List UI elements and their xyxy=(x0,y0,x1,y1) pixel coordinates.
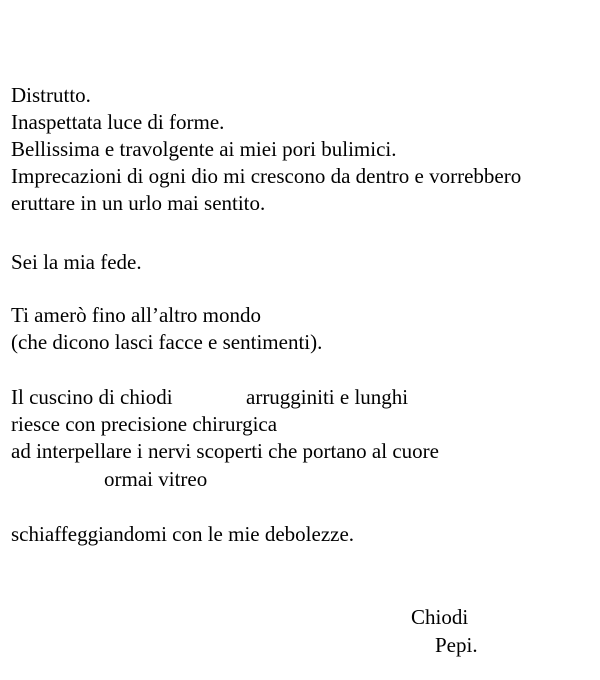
poem-line: Inaspettata luce di forme. xyxy=(11,110,225,134)
poem-line: Ti amerò fino all’altro mondo xyxy=(11,303,262,327)
signature-line: Chiodi xyxy=(411,605,469,629)
poem-line: Imprecazioni di ogni dio mi crescono da dentro e vorrebbero xyxy=(11,164,522,188)
poem-line: (che dicono lasci facce e sentimenti). xyxy=(11,330,323,354)
poem-line: Distrutto. xyxy=(11,83,91,107)
poem-line: ad interpellare i nervi scoperti che portano al cuore xyxy=(11,439,439,463)
poem-line: Bellissima e travolgente ai miei pori bulimici. xyxy=(11,137,397,161)
poem-line: Sei la mia fede. xyxy=(11,250,142,274)
poem-line-split xyxy=(11,384,600,411)
signature-line: Pepi. xyxy=(435,633,478,657)
poem-line-part: Il cuscino di chiodi xyxy=(11,385,173,409)
poem-line: schiaffeggiandomi con le mie debolezze. xyxy=(11,522,355,546)
poem-line: riesce con precisione chirurgica xyxy=(11,412,278,436)
poem-line-part: arrugginiti e lunghi xyxy=(246,385,409,409)
poem-line-indented: ormai vitreo xyxy=(104,467,208,491)
poem-line: eruttare in un urlo mai sentito. xyxy=(11,191,266,215)
